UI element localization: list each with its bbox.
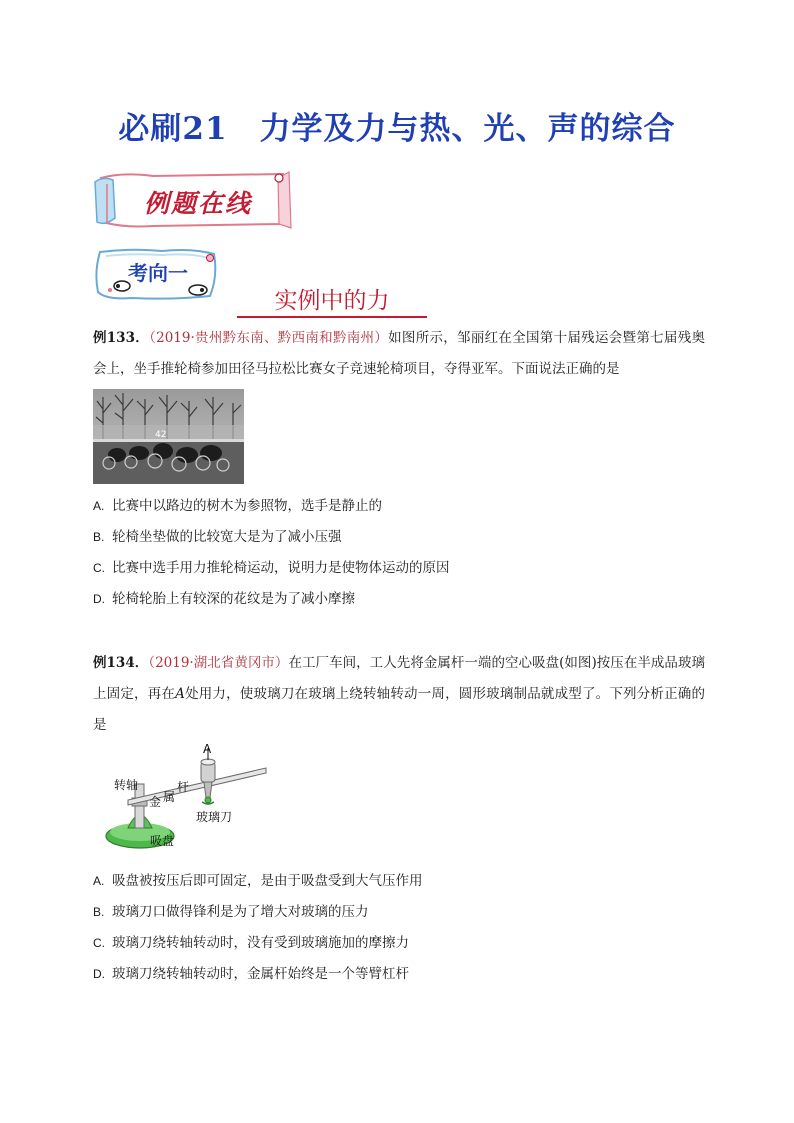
question-source: （2019·湖北省黄冈市） [148, 655, 289, 671]
question-source: （2019·贵州黔东南、黔西南和黔南州） [149, 330, 389, 346]
question-stem-var: A [175, 686, 185, 702]
option-134-b: B. 玻璃刀口做得锋利是为了增大对玻璃的压力 [93, 904, 369, 920]
topic-badge-label: 考向一 [128, 261, 188, 285]
question-stem: 如图所示，邹丽红在全国第十届残运会暨第七届残奥会上，坐手推轮椅参加田径马拉松比赛女子竞速轮椅项目，夺得亚军。下面说法正确的是 [93, 330, 705, 377]
section-heading: 实例中的力 [237, 282, 427, 318]
label-rod-3: 杆 [177, 780, 190, 794]
label-axis: 转轴 [114, 778, 139, 792]
option-134-a: A. 吸盘被按压后即可固定，是由于吸盘受到大气压作用 [93, 873, 423, 889]
title-text: 力学及力与热、光、声的综合 [259, 111, 676, 147]
option-133-b: B. 轮椅坐垫做的比较宽大是为了减小压强 [93, 529, 342, 545]
title-number: 必刷21 [118, 111, 228, 147]
label-suction-cup: 吸盘 [150, 834, 175, 848]
option-133-a: A. 比赛中以路边的树木为参照物，选手是静止的 [93, 498, 382, 514]
option-133-c: C. 比赛中选手用力推轮椅运动，说明力是使物体运动的原因 [93, 560, 450, 576]
question-134 [93, 648, 705, 741]
label-rod-1: 金 [149, 795, 162, 809]
option-134-d: D. 玻璃刀绕转轴转动时，金属杆始终是一个等臂杠杆 [93, 966, 409, 982]
banner-label: 例题在线 [143, 189, 252, 218]
question-label: 例134． [93, 655, 149, 671]
option-134-c: C. 玻璃刀绕转轴转动时，没有受到玻璃施加的摩擦力 [93, 935, 409, 951]
label-rod-2: 属 [163, 790, 176, 804]
question-stem-2: 处用力，使玻璃刀在玻璃上绕转轴转动一周，圆形玻璃制品就成型了。下列分析正确的是 [93, 686, 705, 733]
label-a: A [203, 742, 212, 756]
bib-number: 42 [155, 430, 167, 440]
question-label: 例133． [93, 330, 150, 346]
question-133 [93, 323, 705, 385]
page-title [0, 103, 794, 148]
label-cutter: 玻璃刀 [196, 810, 233, 824]
race-photo [93, 389, 244, 484]
glass-cutter-diagram [98, 740, 268, 860]
question-stem-1: 在工厂车间，工人先将金属杆一端的空心吸盘(如图)按压在半成品玻璃上固定，再在 [93, 655, 705, 702]
option-133-d: D. 轮椅轮胎上有较深的花纹是为了减小摩擦 [93, 591, 355, 607]
